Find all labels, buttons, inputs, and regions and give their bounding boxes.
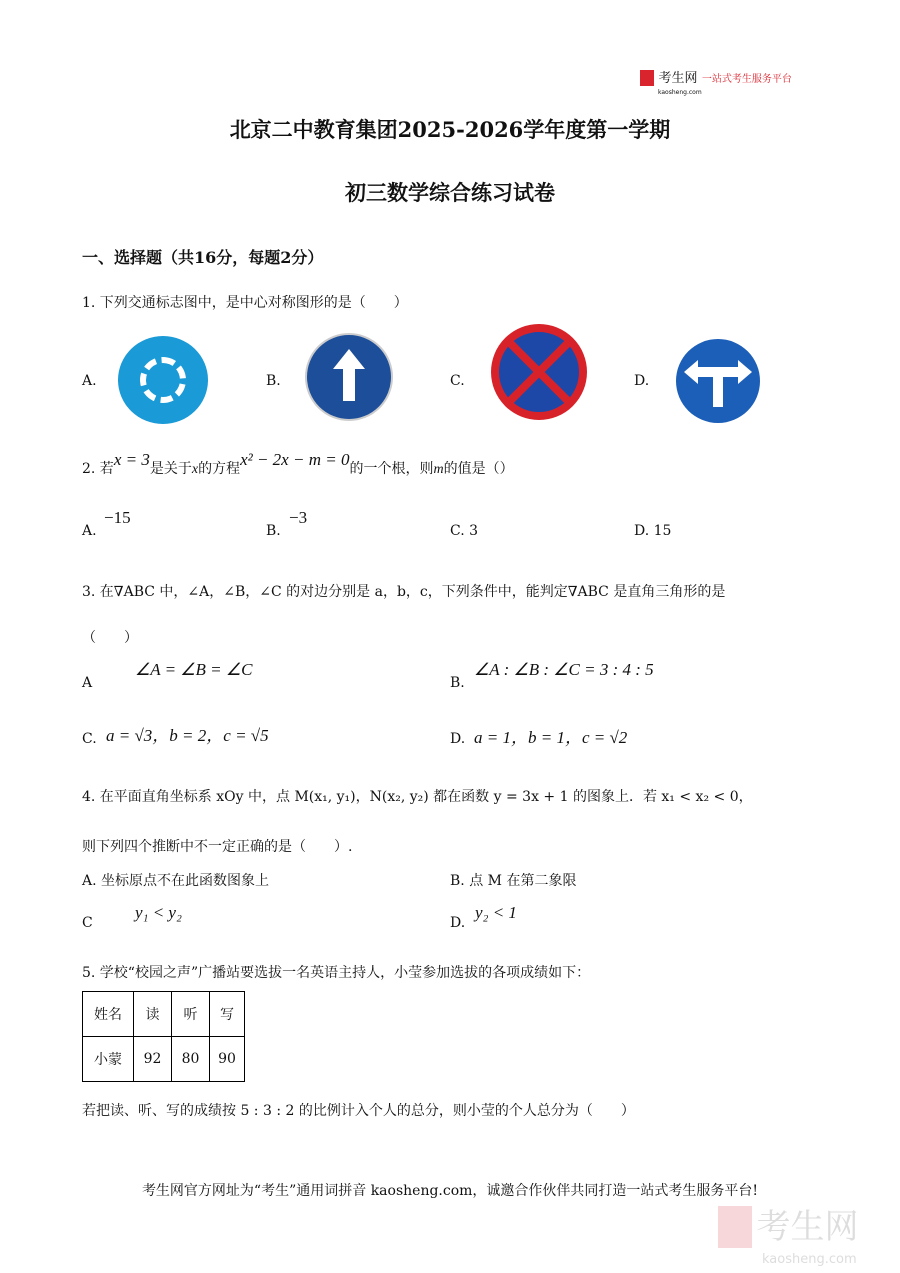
footer-text: 考生网官方网址为“考生”通用词拼音 kaosheng.com，诚邀合作伙伴共同打造一站式考生服务平台! bbox=[141, 1183, 759, 1199]
table-header: 姓名 bbox=[83, 992, 134, 1037]
q2-option-b-label: B. bbox=[266, 523, 281, 539]
q2-option-a-label: A. bbox=[82, 523, 97, 539]
q3-option-d-value: a = 1，b = 1，c = √2 bbox=[474, 728, 628, 747]
left-right-turn-sign-icon bbox=[676, 339, 760, 423]
table-cell: 90 bbox=[210, 1037, 245, 1082]
table-header-row bbox=[83, 992, 245, 1037]
straight-arrow-sign-icon bbox=[305, 333, 393, 421]
table-header: 读 bbox=[134, 992, 172, 1037]
q3-option-b-label: B. bbox=[450, 675, 465, 691]
q2-stem: 2. 若x = 3是关于x的方程x² − 2x − m = 0的一个根，则m的值是（） bbox=[82, 450, 514, 477]
q2-option-d: D. 15 bbox=[634, 523, 672, 539]
q4-option-a: A. 坐标原点不在此函数图象上 bbox=[82, 873, 270, 889]
table-cell: 92 bbox=[134, 1037, 172, 1082]
table-row bbox=[83, 1037, 245, 1082]
q3-option-c-value: a = √3，b = 2，c = √5 bbox=[106, 726, 269, 745]
q3-option-a-label: A bbox=[82, 675, 93, 691]
watermark-logo-icon bbox=[718, 1206, 752, 1248]
q3-option-d-label: D. bbox=[450, 731, 466, 747]
q4-option-d-label: D. bbox=[450, 915, 466, 931]
table-header: 听 bbox=[172, 992, 210, 1037]
no-stopping-sign-icon bbox=[491, 324, 587, 420]
score-table bbox=[82, 991, 245, 1082]
q3-option-c-label: C. bbox=[82, 731, 97, 747]
q4-option-b: B. 点 M 在第二象限 bbox=[450, 873, 577, 889]
q2-option-b-value: −3 bbox=[289, 508, 308, 527]
title-line1: 北京二中教育集团2025-2026学年度第一学期 bbox=[229, 117, 671, 142]
roundabout-sign-icon bbox=[118, 336, 208, 424]
q3-stem: 3. 在∇ABC 中，∠A，∠B，∠C 的对边分别是 a，b，c，下列条件中，能判定∇ABC 是直角三角形的是 bbox=[82, 584, 726, 600]
q3-paren: （ ） bbox=[82, 630, 138, 646]
table-cell: 小蒙 bbox=[83, 1037, 134, 1082]
q3-option-b-value: ∠A : ∠B : ∠C = 3 : 4 : 5 bbox=[474, 660, 654, 679]
q4-option-d-value: y₂ < 1 bbox=[475, 903, 517, 922]
q4-option-c-label: C bbox=[82, 915, 93, 931]
q5-after: 若把读、听、写的成绩按 5 : 3 : 2 的比例计入个人的总分，则小莹的个人总分为（ ） bbox=[82, 1103, 635, 1119]
logo-icon bbox=[640, 70, 654, 86]
title-line2: 初三数学综合练习试卷 bbox=[345, 180, 555, 205]
section-heading: 一、选择题（共16分，每题2分） bbox=[82, 248, 324, 267]
q2-option-a-value: −15 bbox=[104, 508, 131, 527]
q1-label-d: D. bbox=[634, 373, 650, 389]
q3-option-a-value: ∠A = ∠B = ∠C bbox=[135, 660, 253, 679]
q1-label-c: C. bbox=[450, 373, 465, 389]
header-logo: 考生网 一站式考生服务平台 kaosheng.com bbox=[640, 70, 792, 97]
q5-stem: 5. 学校“校园之声”广播站要选拔一名英语主持人，小莹参加选拔的各项成绩如下： bbox=[82, 965, 591, 981]
q4-stem: 4. 在平面直角坐标系 xOy 中，点 M(x₁, y₁)，N(x₂, y₂) 都在函数 y = 3x + 1 的图象上．若 x₁ < x₂ < 0， bbox=[82, 789, 753, 805]
q1-label-b: B. bbox=[266, 373, 281, 389]
q4-line2: 则下列四个推断中不一定正确的是（ ）. bbox=[82, 839, 353, 855]
q1-stem: 1. 下列交通标志图中，是中心对称图形的是（ ） bbox=[82, 295, 408, 311]
q4-option-c-value: y₁ < y₂ bbox=[135, 903, 182, 922]
q1-label-a: A. bbox=[82, 373, 97, 389]
q2-option-c: C. 3 bbox=[450, 523, 479, 539]
table-header: 写 bbox=[210, 992, 245, 1037]
table-cell: 80 bbox=[172, 1037, 210, 1082]
watermark: 考生网 kaosheng.com bbox=[718, 1206, 858, 1248]
